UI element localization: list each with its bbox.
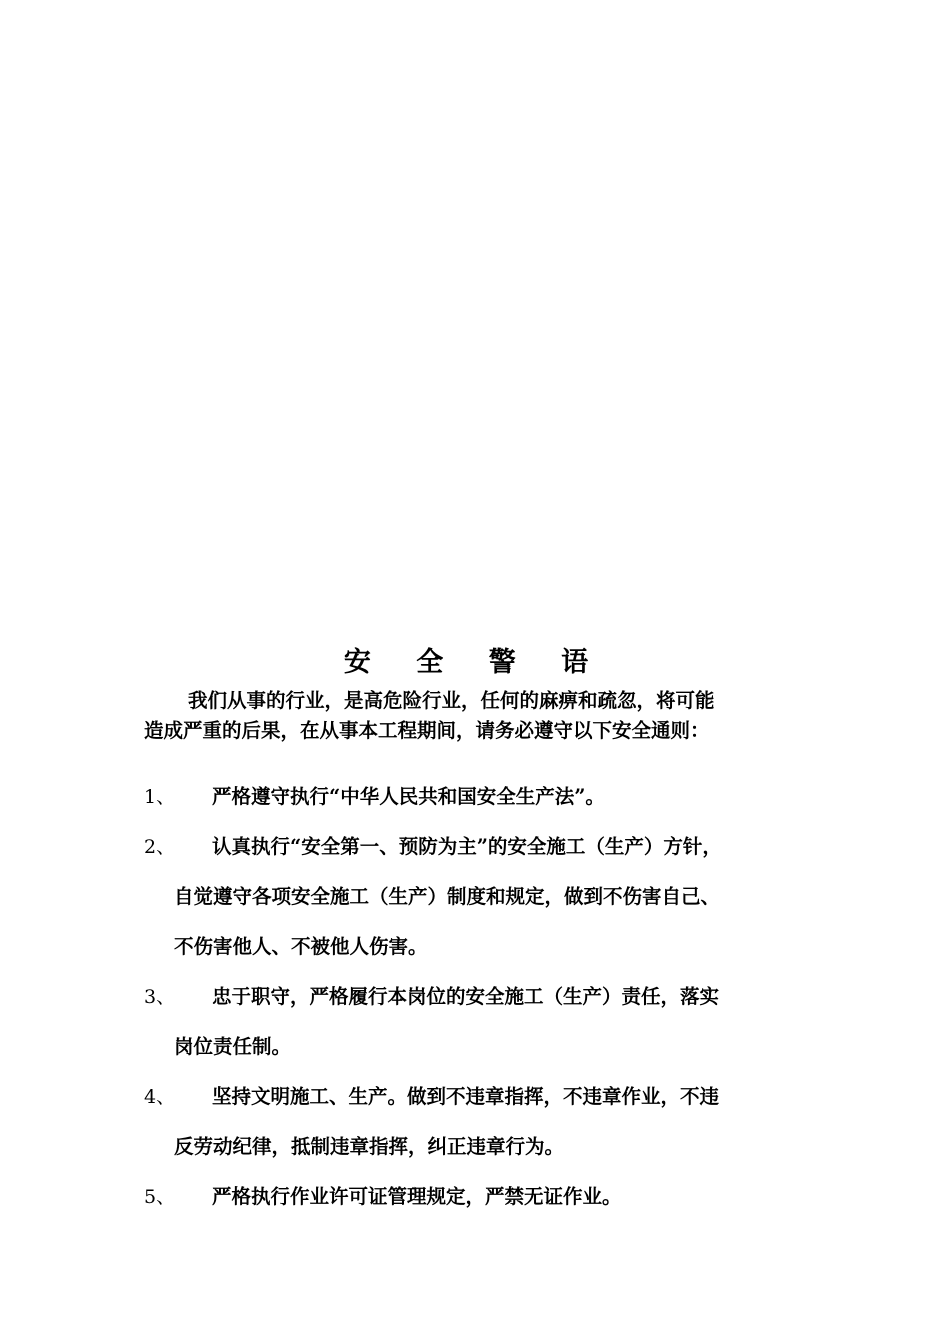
rule-item-4	[144, 1072, 834, 1172]
rule-text-line: 严格执行作业许可证管理规定，严禁无证作业。	[212, 1185, 622, 1208]
rule-text-line: 严格遵守执行“中华人民共和国安全生产法”。	[212, 785, 605, 808]
rule-number: 1、	[144, 786, 176, 808]
rule-item-2	[144, 822, 834, 972]
intro-line: 造成严重的后果，在从事本工程期间，请务必遵守以下安全通则：	[144, 719, 710, 742]
rule-number: 2、	[144, 836, 176, 858]
rule-number: 4、	[144, 1086, 176, 1108]
rule-text-line: 自觉遵守各项安全施工（生产）制度和规定，做到不伤害自己、	[174, 885, 721, 908]
rule-text-line: 反劳动纪律，抵制违章指挥，纠正违章行为。	[174, 1135, 565, 1158]
rule-text-line: 不伤害他人、不被他人伤害。	[174, 935, 428, 958]
rule-text-line: 岗位责任制。	[174, 1035, 292, 1058]
intro-line: 我们从事的行业，是高危险行业，任何的麻痹和疏忽，将可能	[188, 689, 715, 712]
rule-text-line: 忠于职守，严格履行本岗位的安全施工（生产）责任，落实	[212, 985, 720, 1008]
rule-number: 3、	[144, 986, 176, 1008]
rule-item-5	[144, 1172, 834, 1222]
intro-paragraph	[144, 686, 814, 746]
rule-item-3	[144, 972, 834, 1072]
rule-text-line: 坚持文明施工、生产。做到不违章指挥，不违章作业，不违	[212, 1085, 720, 1108]
safety-rules-list	[144, 772, 834, 1222]
rule-number: 5、	[144, 1186, 176, 1208]
rule-text-line: 认真执行“安全第一、预防为主”的安全施工（生产）方针，	[212, 835, 722, 858]
document-title: 安 全 警 语	[343, 647, 607, 678]
rule-item-1	[144, 772, 834, 822]
